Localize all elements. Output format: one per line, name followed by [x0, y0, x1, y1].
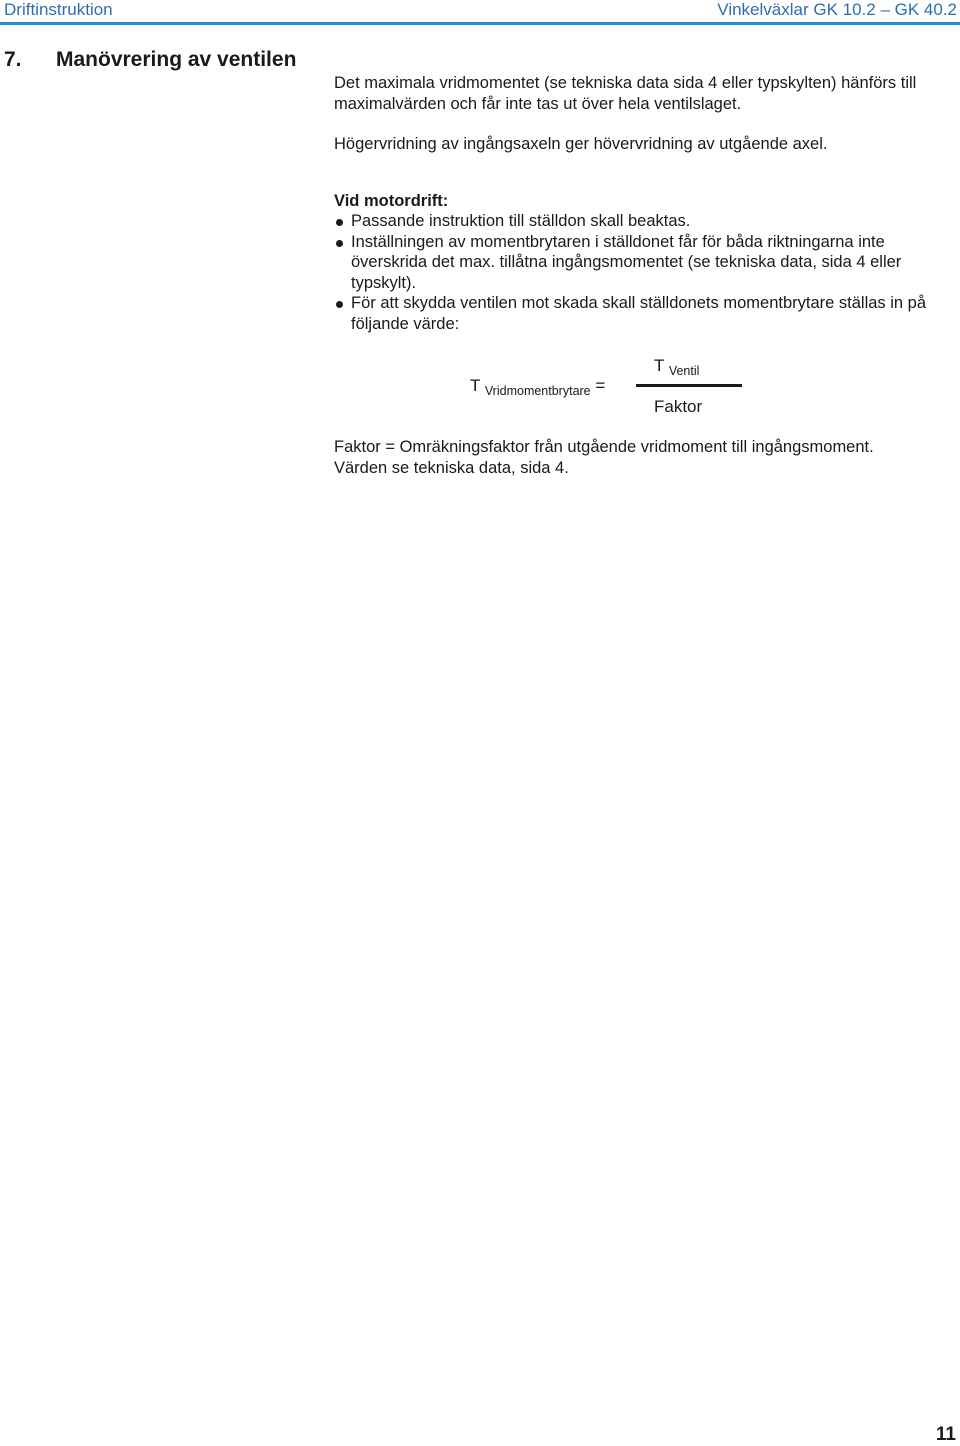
- formula-numerator-symbol: T: [654, 356, 665, 375]
- section-body: [334, 73, 954, 334]
- formula-denominator: Faktor: [654, 397, 703, 416]
- product-name: Vinkelväxlar GK 10.2 – GK 40.2: [717, 0, 957, 19]
- list-item-text: Inställningen av momentbrytaren i ställdonet får för båda riktningarna inte överskrida det max. tillåtna ingångsmomentet (se tekniska data, sida 4 eller typskylt).: [351, 232, 902, 292]
- bullet-icon: [336, 219, 343, 226]
- formula-numerator-subscript: Ventil: [668, 364, 700, 378]
- formula-lhs: [470, 376, 605, 398]
- formula-numerator: [654, 356, 699, 378]
- paragraph-rotation: Högervridning av ingångsaxeln ger hövervridning av utgående axel.: [334, 135, 828, 153]
- document-type: Driftinstruktion: [4, 0, 113, 19]
- bullet-icon: [336, 240, 343, 247]
- header-rule: [0, 22, 960, 25]
- section-title: Manövrering av ventilen: [56, 48, 297, 71]
- note-values: Värden se tekniska data, sida 4.: [334, 458, 569, 477]
- list-item-text: För att skydda ventilen mot skada skall ställdonets momentbrytare ställas in på följande värde:: [351, 294, 927, 333]
- fraction-bar: [636, 384, 742, 387]
- formula-lhs-subscript: Vridmomentbrytare: [484, 384, 591, 398]
- list-item-text: Passande instruktion till ställdon skall beaktas.: [351, 212, 691, 230]
- formula-notes: [334, 437, 954, 478]
- page-number: 11: [935, 1424, 956, 1445]
- section-number: 7.: [4, 48, 22, 71]
- note-factor: Faktor = Omräkningsfaktor från utgående vridmoment till ingångsmoment.: [334, 438, 874, 456]
- torque-formula: [0, 350, 960, 430]
- formula-equals: =: [595, 376, 606, 395]
- section-heading: [4, 48, 296, 72]
- motor-heading: Vid motordrift:: [334, 191, 449, 210]
- list-item: [334, 211, 954, 232]
- formula-lhs-symbol: T: [470, 376, 481, 395]
- bullet-icon: [336, 301, 343, 308]
- page-header: [0, 0, 960, 22]
- paragraph-max-torque: Det maximala vridmomentet (se tekniska data sida 4 eller typskylten) hänförs till maximalvärden och får inte tas ut över hela ventilslaget.: [334, 74, 917, 113]
- list-item: [334, 293, 954, 334]
- list-item: [334, 232, 954, 294]
- motor-bullet-list: [334, 211, 954, 334]
